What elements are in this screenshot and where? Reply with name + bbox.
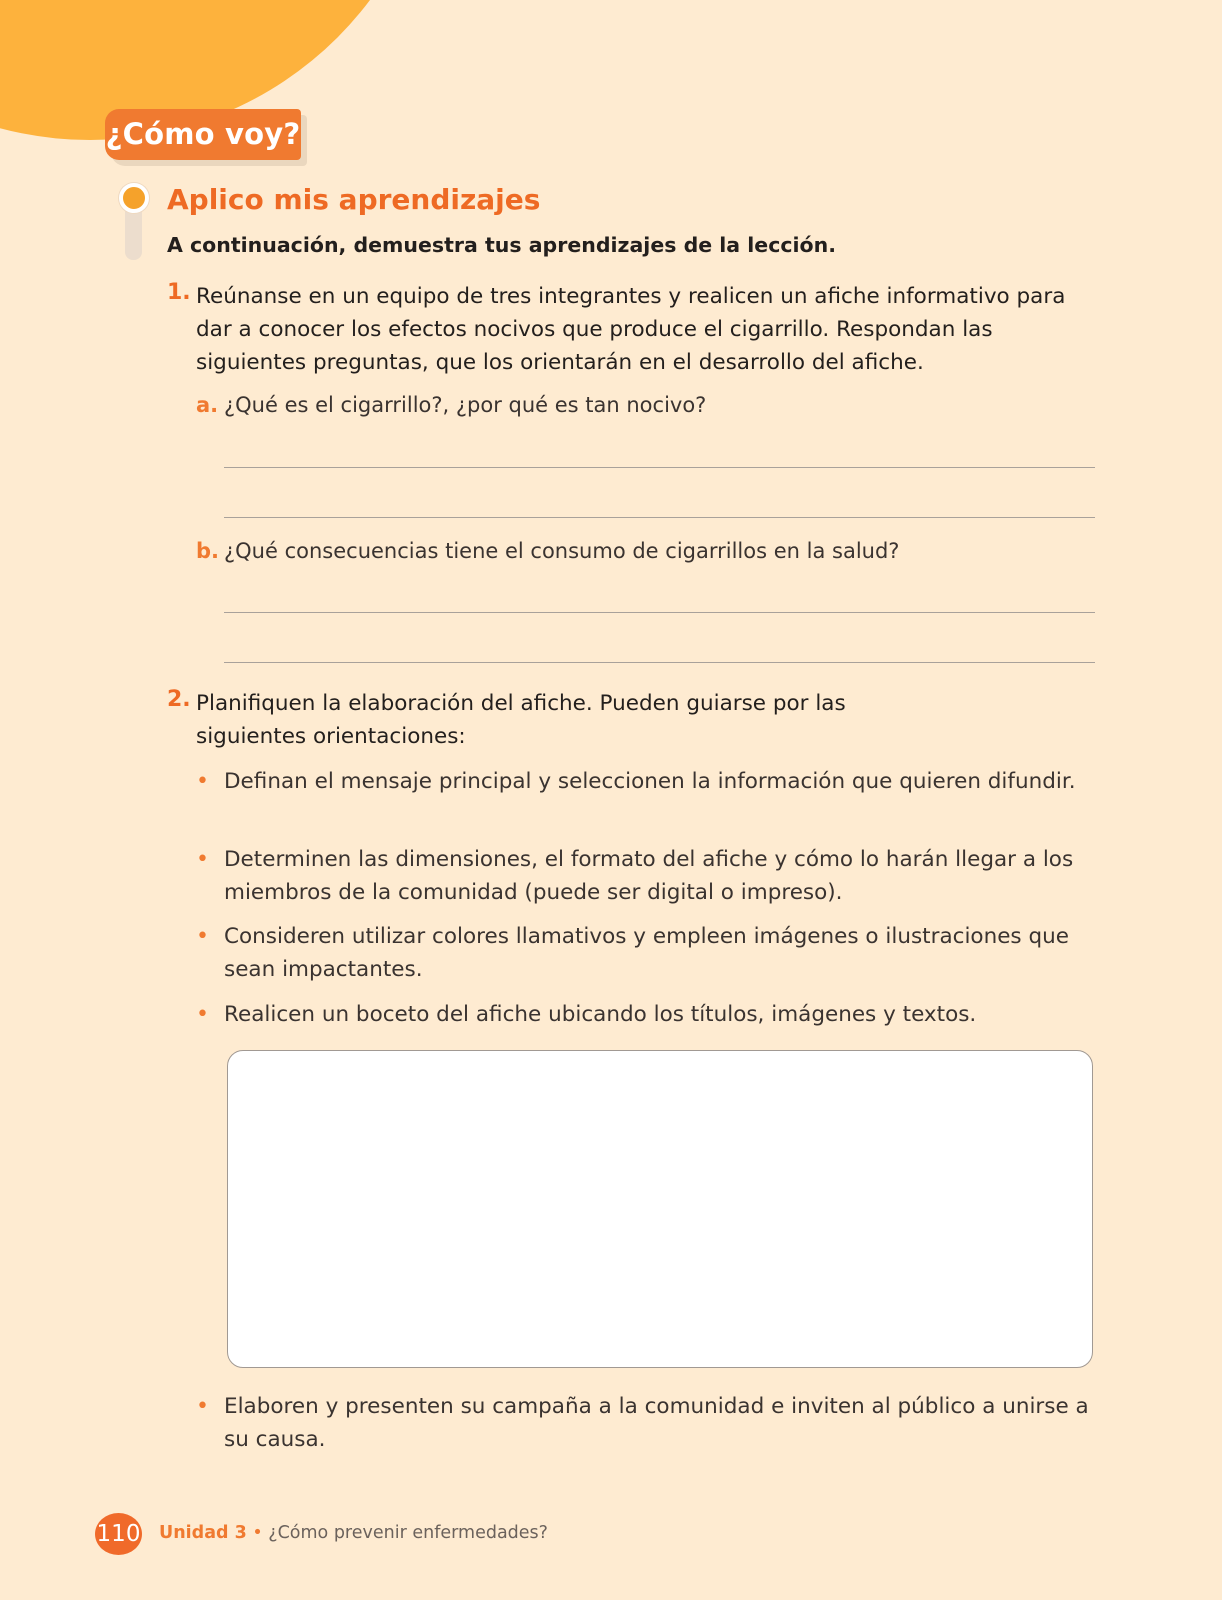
answer-line-a-1[interactable]: [224, 467, 1095, 468]
section-intro: A continuación, demuestra tus aprendizajes de la lección.: [167, 233, 837, 257]
footer-unit-title: ¿Cómo prevenir enfermedades?: [268, 1523, 548, 1543]
bullet-item-1: Definan el mensaje principal y seleccionen la información que quieren difundir.: [224, 769, 1076, 794]
bullet-dot-icon: •: [196, 1394, 209, 1419]
subquestion-b-letter: b.: [196, 539, 220, 563]
footer-breadcrumb: [159, 1523, 548, 1543]
page-number: 110: [95, 1513, 142, 1555]
bullet-item-4: Realicen un boceto del afiche ubicando los títulos, imágenes y textos.: [224, 1002, 977, 1027]
answer-line-a-2[interactable]: [224, 517, 1095, 518]
bullet-dot-icon: •: [196, 1002, 209, 1027]
bullet-dot-icon: •: [196, 924, 209, 949]
bullet-dot-icon: •: [196, 769, 209, 794]
question-1-text: Reúnanse en un equipo de tres integrantes y realicen un afiche informativo para dar a conocer los efectos nocivos que produce el cigarrillo. Respondan las siguientes preguntas, que los orientarán en el desarrollo del afiche.: [196, 284, 1066, 375]
bullet-item-3: Consideren utilizar colores llamativos y empleen imágenes o ilustraciones que sean impactantes.: [224, 924, 1069, 982]
bullet-item-5: Elaboren y presenten su campaña a la comunidad e inviten al público a unirse a su causa.: [224, 1394, 1089, 1452]
subquestion-b-text: ¿Qué consecuencias tiene el consumo de cigarrillos en la salud?: [224, 539, 900, 563]
question-2-text: Planifiquen la elaboración del afiche. Pueden guiarse por las siguientes orientaciones:: [196, 691, 846, 749]
footer-unit: Unidad 3: [159, 1523, 247, 1543]
answer-line-b-2[interactable]: [224, 662, 1095, 663]
bullet-item-2: Determinen las dimensiones, el formato del afiche y cómo lo harán llegar a los miembros de la comunidad (puede ser digital o impreso).: [224, 847, 1074, 905]
footer-separator: •: [252, 1523, 263, 1543]
question-2-number: 2.: [167, 687, 191, 712]
subquestion-a-letter: a.: [196, 393, 219, 417]
sketch-drawing-area[interactable]: [227, 1050, 1093, 1368]
answer-line-b-1[interactable]: [224, 612, 1095, 613]
question-1-number: 1.: [167, 280, 191, 305]
section-marker-dot-icon: [119, 183, 149, 213]
section-badge: ¿Cómo voy?: [105, 109, 301, 160]
subquestion-a-text: ¿Qué es el cigarrillo?, ¿por qué es tan nocivo?: [224, 393, 707, 417]
section-title: Aplico mis aprendizajes: [167, 183, 541, 216]
bullet-dot-icon: •: [196, 847, 209, 872]
